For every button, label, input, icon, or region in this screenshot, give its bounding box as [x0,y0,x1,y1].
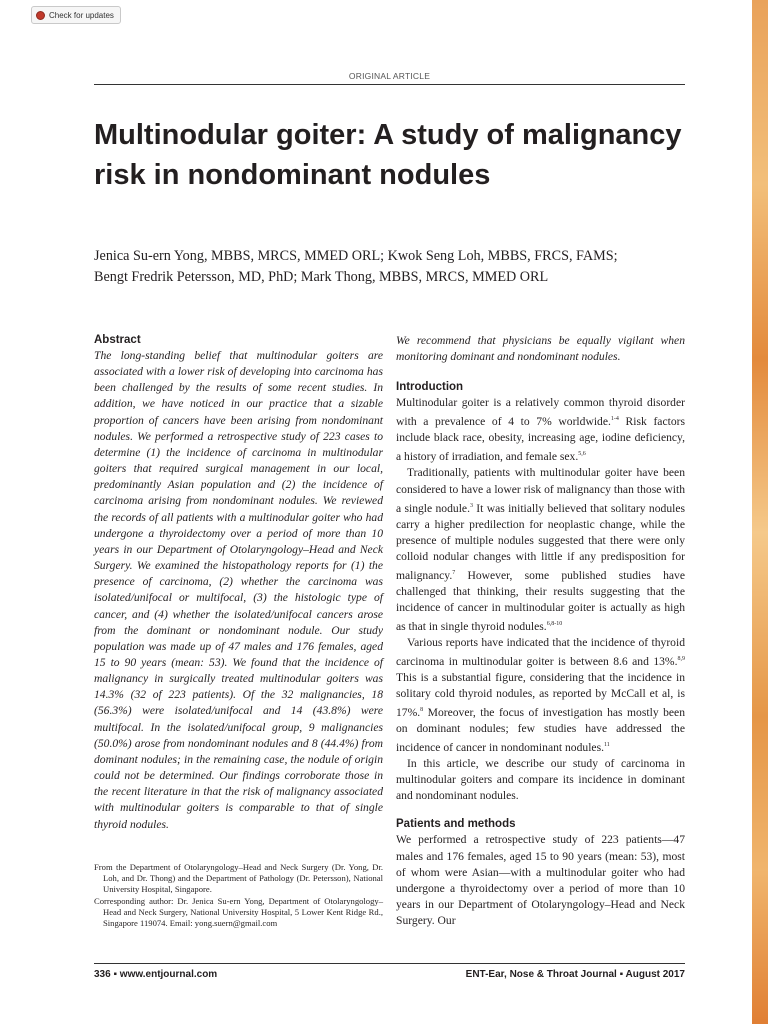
citation: 8,9 [677,656,685,663]
introduction-paragraph-4: In this article, we describe our study of carcinoma in multinodular goiters and compare its incidence in dominant and nondominant nodules. [396,757,685,803]
left-column [94,333,383,833]
header-rule [94,84,685,85]
citation: 3 [469,502,473,509]
right-column [396,333,685,929]
abstract-continuation: We recommend that physicians be equally vigilant when monitoring dominant and nondominant nodules. [396,334,685,364]
check-for-updates-label: Check for updates [49,10,114,20]
abstract-heading: Abstract [94,334,141,346]
affiliation-footnotes [94,862,383,929]
update-status-icon [36,11,45,20]
check-for-updates-button[interactable] [31,6,121,24]
citation: 11 [603,742,610,749]
citation: 5,6 [578,451,586,458]
journal-issue: ENT-Ear, Nose & Throat Journal ▪ August 2017 [465,969,685,980]
introduction-heading: Introduction [396,381,464,394]
methods-heading: Patients and methods [396,818,516,831]
introduction-paragraph-2: Traditionally, patients with multinodular goiter have been considered to have a lower risk of malignancy than those with a single nodule.$^3$ It was initially believed that solitary nodules carry a higher predilection for neoplastic change, while the presence of multiple nodules suggested that there were only colloid nodular changes with little if any predisposition for malignancy.$^7$ However, some published studies have challenged that thinking, their results suggesting that the incidence of cancer in multinodular goiter is actually as high as that in single thyroid nodules.$^{6,8-10}$ [396,466,685,633]
citation: 6,8-10 [546,620,563,627]
article-title: Multinodular goiter: A study of malignancy risk in nondominant nodules [94,119,682,191]
section-tag: ORIGINAL ARTICLE [348,71,431,81]
methods-paragraph-1: We performed a retrospective study of 223 patients—47 males and 176 females, aged 15 to 90 years (mean: 53), most of whom were Asian—with a multinodular goiter who had undergone a thyroidectomy over a period of more than 10 years in our Department of Otolaryngology–Head and Neck Surgery. Our [396,833,685,927]
citation: 1-4 [610,416,619,423]
citation: 7 [452,569,456,576]
affiliation-note: From the Department of Otolaryngology–Head and Neck Surgery (Dr. Yong, Dr. Loh, and Dr. Thong) and the Department of Pathology (Dr. Petersson), National University Hospital, Singapore. [94,862,383,895]
corresponding-author-note: Corresponding author: Dr. Jenica Su-ern Yong, Department of Otolaryngology–Head and Neck Surgery, National University Hospital, 5 Lower Kent Ridge Rd., Singapore 119074. Email: yong.suern@gmail.com [94,895,383,929]
introduction-paragraph-3: Various reports have indicated that the incidence of thyroid carcinoma in multinodular goiter is between 8.6 and 13%.$^{8,9}$ This is a substantial figure, considering that the incidence in solitary cold thyroid nodules, as reported by McCall et al, is 17%.$^8$ Moreover, the focus of investigation has mostly been on dominant nodules; few studies have addressed the incidence of cancer in nondominant nodules.$^{11}$ [396,635,685,755]
page-number-and-site: 336 ▪ www.entjournal.com [94,969,218,980]
authors-line-2: Bengt Fredrik Petersson, MD, PhD; Mark Thong, MBBS, MRCS, MMED ORL [94,269,549,285]
author-list [94,246,694,288]
abstract-text: The long-standing belief that multinodular goiters are associated with a lower risk of developing into carcinoma has been challenged by the results of some recent studies. In addition, we have noticed in our practice that a sizable proportion of cancers have been arising from nondominant nodules. We performed a retrospective study of 223 cases to determine (1) the incidence of carcinoma in multinodular goiters that required surgical management in our local, predominantly Asian population and (2) the incidence of carcinoma arising from nondominant nodules. We reviewed the records of all patients with a multinodular goiter who had undergone a thyroidectomy over a period of more than 10 years in our Department of Otolaryngology–Head and Neck Surgery. We examined the histopathology reports for (1) the presence of carcinoma, (2) whether the carcinoma was isolated/unifocal or multifocal, (3) the histologic type of cancer, and (4) whether the isolated/unifocal cancers arose from the dominant or nondominant nodule. Our study population was made up of 47 males and 176 females, aged 15 to 90 years (mean: 53). We found that the incidence of malignancy in surgically treated multinodular goiters was 14.3% (32 of 223 patients). Of the 32 malignancies, 18 (56.3%) were isolated/unifocal and 14 (43.8%) were multifocal. In the isolated/unifocal group, 9 malignancies (50.0%) arose from nondominant nodules and 8 (44.4%) from dominant nodules; in the remaining case, the nodule of origin could not be determined. Our findings corroborate those in the recent literature in that the risk of malignancy associated with multinodular goiters is comparable to that of single thyroid nodules. [94,349,383,831]
citation: 8 [420,707,424,714]
introduction-paragraph-1: Multinodular goiter is a relatively common thyroid disorder with a prevalence of 4 to 7% worldwide.$^{1-4}$ Risk factors include black race, obesity, increasing age, iodine deficiency, a history of irradiation, and female sex.$^{5,6}$ [396,396,685,464]
authors-line-1: Jenica Su-ern Yong, MBBS, MRCS, MMED ORL; Kwok Seng Loh, MBBS, FRCS, FAMS; [94,248,618,264]
footer-rule [94,963,685,964]
page-edge-decoration [752,0,768,1024]
